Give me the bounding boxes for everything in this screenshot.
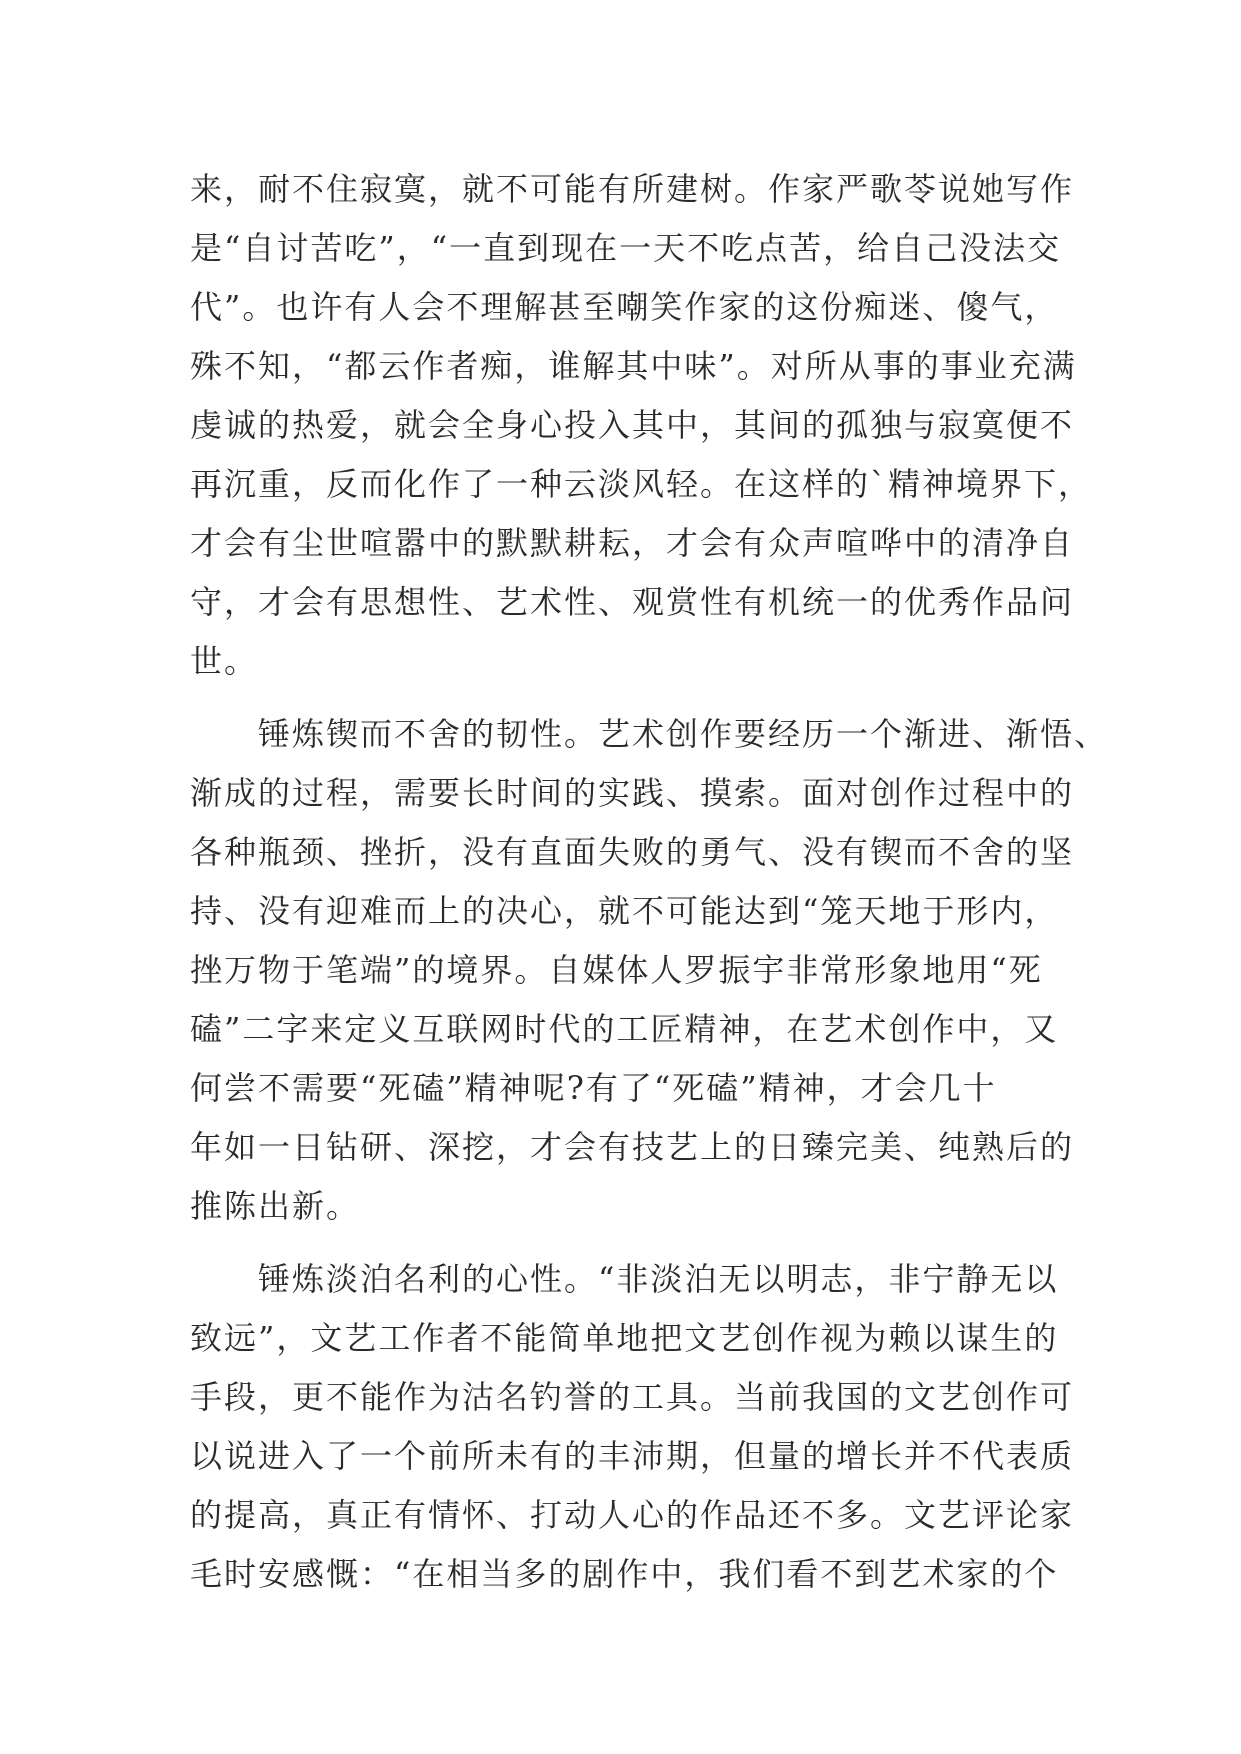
text-line: 再沉重，反而化作了一种云淡风轻。在这样的`精神境界下， bbox=[190, 465, 1093, 503]
text-line: 代”。也许有人会不理解甚至嘲笑作家的这份痴迷、傻气， bbox=[190, 288, 1059, 326]
text-line: 手段，更不能作为沽名钓誉的工具。当前我国的文艺创作可 bbox=[190, 1378, 1075, 1416]
paragraph-1 bbox=[190, 160, 1093, 691]
text-line: 挫万物于笔端”的境界。自媒体人罗振宇非常形象地用“死 bbox=[190, 951, 1043, 989]
text-line: 殊不知，“都云作者痴，谁解其中味”。对所从事的事业充满 bbox=[190, 347, 1077, 385]
text-line: 毛时安感慨：“在相当多的剧作中，我们看不到艺术家的个 bbox=[190, 1555, 1059, 1593]
paragraph-gap bbox=[190, 691, 1070, 705]
text-line: 磕”二字来定义互联网时代的工匠精神，在艺术创作中，又 bbox=[190, 1010, 1059, 1048]
text-line: 年如一日钻研、深挖，才会有技艺上的日臻完美、纯熟后的 bbox=[190, 1128, 1075, 1166]
text-line: 的提高，真正有情怀、打动人心的作品还不多。文艺评论家 bbox=[190, 1496, 1075, 1534]
text-line: 渐成的过程，需要长时间的实践、摸索。面对创作过程中的 bbox=[190, 774, 1075, 812]
text-line: 何尝不需要“死磕”精神呢?有了“死磕”精神，才会几十 bbox=[190, 1069, 997, 1107]
text-line: 持、没有迎难而上的决心，就不可能达到“笼天地于形内， bbox=[190, 892, 1059, 930]
paragraph-2 bbox=[190, 705, 1109, 1236]
text-line: 是“自讨苦吃”，“一直到现在一天不吃点苦，给自己没法交 bbox=[190, 229, 1062, 267]
paragraph-3 bbox=[190, 1250, 1075, 1604]
paragraph-gap bbox=[190, 1236, 1070, 1250]
text-line: 才会有尘世喧嚣中的默默耕耘，才会有众声喧哗中的清净自 bbox=[190, 524, 1075, 562]
text-line: 守，才会有思想性、艺术性、观赏性有机统一的优秀作品问 bbox=[190, 583, 1075, 621]
text-line: 来，耐不住寂寞，就不可能有所建树。作家严歌苓说她写作 bbox=[190, 170, 1075, 208]
text-line: 各种瓶颈、挫折，没有直面失败的勇气、没有锲而不舍的坚 bbox=[190, 833, 1075, 871]
text-line: 致远”，文艺工作者不能简单地把文艺创作视为赖以谋生的 bbox=[190, 1319, 1059, 1357]
text-line: 以说进入了一个前所未有的丰沛期，但量的增长并不代表质 bbox=[190, 1437, 1075, 1475]
text-line: 推陈出新。 bbox=[190, 1187, 361, 1225]
body-text bbox=[190, 160, 1109, 1604]
text-line: 锤炼淡泊名利的心性。“非淡泊无以明志，非宁静无以 bbox=[190, 1260, 1059, 1298]
text-line: 虔诚的热爱，就会全身心投入其中，其间的孤独与寂寞便不 bbox=[190, 406, 1075, 444]
text-line: 世。 bbox=[190, 642, 259, 680]
text-line: 锤炼锲而不舍的韧性。艺术创作要经历一个渐进、渐悟、 bbox=[190, 715, 1109, 753]
